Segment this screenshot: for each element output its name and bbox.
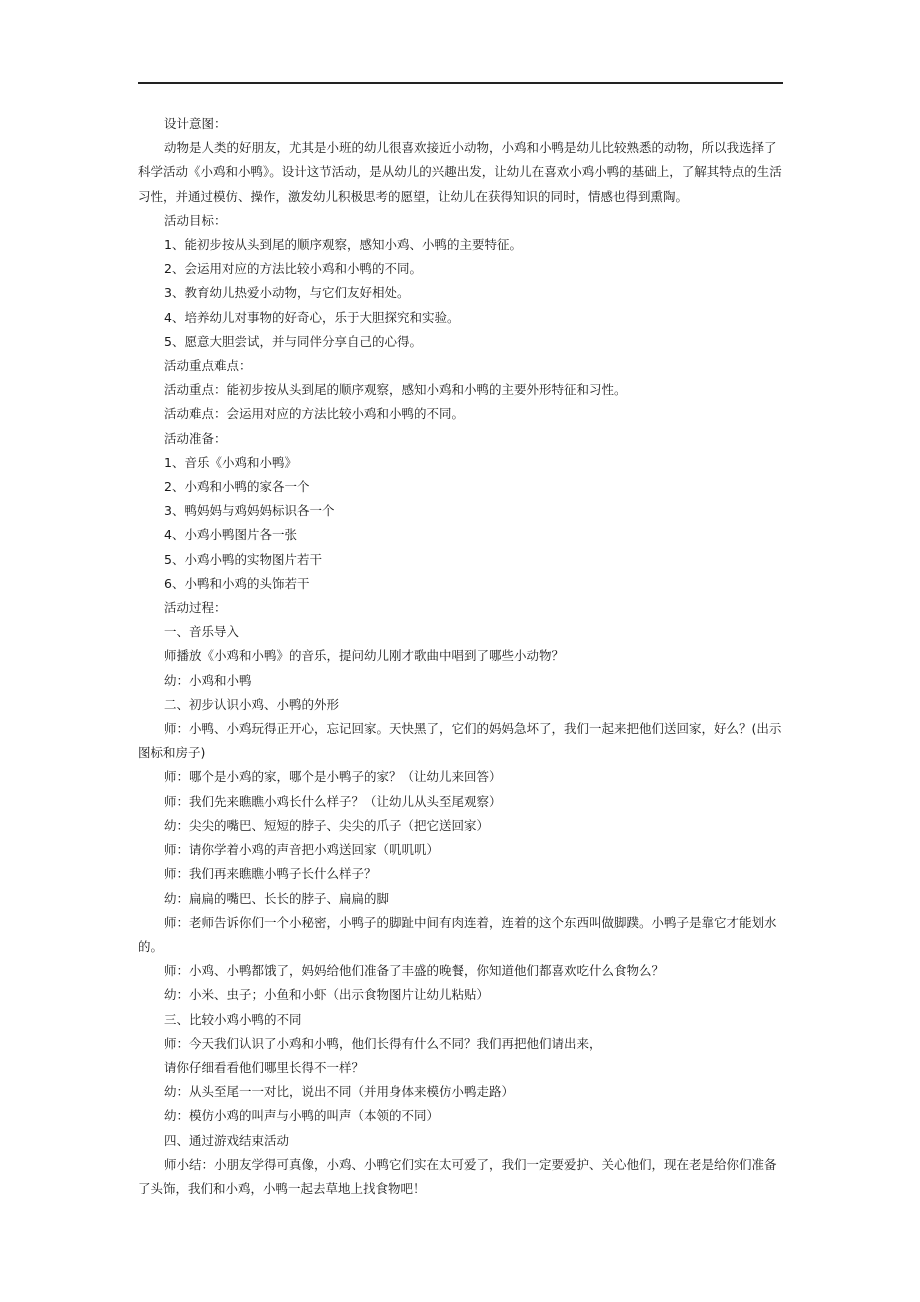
goal-item: 4、培养幼儿对事物的好奇心，乐于大胆探究和实验。 — [164, 309, 460, 325]
process-step-heading: 三、比较小鸡小鸭的不同 — [164, 1011, 302, 1027]
document-body — [138, 112, 783, 1201]
preparation-item: 4、小鸡小鸭图片各一张 — [164, 527, 297, 543]
dialogue-line: 幼：小米、虫子；小鱼和小虾（出示食物图片让幼儿粘贴） — [164, 987, 490, 1003]
preparation-item: 3、鸭妈妈与鸡妈妈标识各一个 — [164, 503, 335, 519]
preparation-item: 5、小鸡小鸭的实物图片若干 — [164, 551, 322, 567]
section-heading-preparation: 活动准备： — [164, 430, 227, 446]
dialogue-line: 师：今天我们认识了小鸡和小鸭，他们长得有什么不同？我们再把他们请出来， — [164, 1035, 602, 1051]
process-step-heading: 一、音乐导入 — [164, 624, 240, 640]
section-heading-key-points: 活动重点难点： — [164, 358, 252, 374]
preparation-item: 2、小鸡和小鸭的家各一个 — [164, 479, 310, 495]
dialogue-line: 幼：从头至尾一一对比，说出不同（并用身体来模仿小鸭走路） — [164, 1084, 515, 1100]
preparation-item: 1、音乐《小鸡和小鸭》 — [164, 454, 297, 470]
dialogue-line: 师：小鸡、小鸭都饿了，妈妈给他们准备了丰盛的晚餐，你知道他们都喜欢吃什么食物么？ — [164, 963, 665, 979]
dialogue-line: 师播放《小鸡和小鸭》的音乐，提问幼儿刚才歌曲中唱到了哪些小动物？ — [164, 648, 565, 664]
dialogue-line: 幼：小鸡和小鸭 — [164, 672, 252, 688]
summary-paragraph: 师小结：小朋友学得可真像，小鸡、小鸭它们实在太可爱了，我们一定要爱护、关心他们，现在老是给你们准备了头饰，我们和小鸡，小鸭一起去草地上找食物吧！ — [138, 1156, 777, 1196]
dialogue-line: 幼：模仿小鸡的叫声与小鸭的叫声（本领的不同） — [164, 1108, 440, 1124]
process-step-heading: 四、通过游戏结束活动 — [164, 1132, 290, 1148]
section-heading-goals: 活动目标： — [164, 212, 227, 228]
dialogue-line: 师：我们先来瞧瞧小鸡长什么样子？（让幼儿从头至尾观察） — [164, 793, 502, 809]
dialogue-line: 师：哪个是小鸡的家，哪个是小鸭子的家？（让幼儿来回答） — [164, 769, 502, 785]
dialogue-line: 师：我们再来瞧瞧小鸭子长什么样子？ — [164, 866, 377, 882]
dialogue-line: 师：小鸭、小鸡玩得正开心，忘记回家。天快黑了，它们的妈妈急坏了，我们一起来把他们送回家，好么？(出示图标和房子) — [138, 721, 782, 761]
goal-item: 1、能初步按从头到尾的顺序观察，感知小鸡、小鸭的主要特征。 — [164, 237, 522, 253]
preparation-item: 6、小鸭和小鸡的头饰若干 — [164, 575, 310, 591]
header-rule — [138, 82, 783, 84]
section-heading-process: 活动过程： — [164, 600, 227, 616]
dialogue-line: 幼：尖尖的嘴巴、短短的脖子、尖尖的爪子（把它送回家） — [164, 817, 490, 833]
process-step-heading: 二、初步认识小鸡、小鸭的外形 — [164, 696, 340, 712]
dialogue-line: 师：老师告诉你们一个小秘密，小鸭子的脚趾中间有肉连着，连着的这个东西叫做脚蹼。小鸭子是靠它才能划水的。 — [138, 914, 777, 954]
difficult-point: 活动难点：会运用对应的方法比较小鸡和小鸭的不同。 — [164, 406, 465, 422]
paragraph-design-intent: 动物是人类的好朋友，尤其是小班的幼儿很喜欢接近小动物，小鸡和小鸭是幼儿比较熟悉的动物，所以我选择了科学活动《小鸡和小鸭》。设计这节活动，是从幼儿的兴趣出发，让幼儿在喜欢小鸡小鸭的基础上，了解其特点的生活习性，并通过模仿、操作，激发幼儿积极思考的愿望，让幼儿在获得知识的同时，情感也得到熏陶。 — [138, 140, 782, 204]
dialogue-line: 请你仔细看看他们哪里长得不一样？ — [164, 1059, 365, 1075]
goal-item: 2、会运用对应的方法比较小鸡和小鸭的不同。 — [164, 261, 422, 277]
dialogue-line: 师：请你学着小鸡的声音把小鸡送回家（叽叽叽） — [164, 842, 440, 858]
goal-item: 3、教育幼儿热爱小动物，与它们友好相处。 — [164, 285, 410, 301]
key-point: 活动重点：能初步按从头到尾的顺序观察，感知小鸡和小鸭的主要外形特征和习性。 — [164, 382, 627, 398]
dialogue-line: 幼：扁扁的嘴巴、长长的脖子、扁扁的脚 — [164, 890, 390, 906]
section-heading-design-intent: 设计意图： — [164, 116, 227, 131]
goal-item: 5、愿意大胆尝试，并与同伴分享自己的心得。 — [164, 333, 422, 349]
